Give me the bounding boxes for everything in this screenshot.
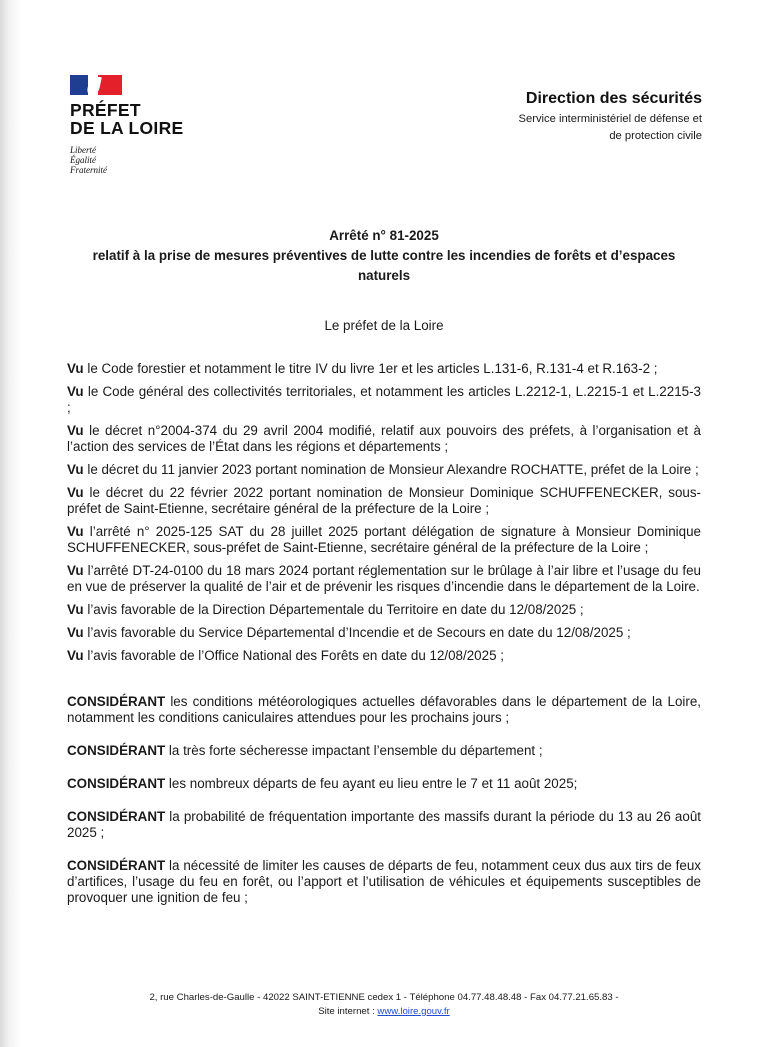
considerants-list: [67, 694, 701, 906]
considerant-paragraph-text: les conditions météorologiques actuelles défavorables dans le département de la Loire, notamment les conditions caniculaires attendues pour les prochains jours ;: [67, 694, 701, 725]
considerant-paragraph-text: la nécessité de limiter les causes de départs de feu, notamment ceux dus aux tirs de feux d’artifices, l’usage du feu en forêt, ou l’apport et l’utilisation de véhicules et équipements susceptibles de provoquer une ignition de feu ;: [67, 858, 701, 905]
visa-paragraph-text: l’arrêté n° 2025-125 SAT du 28 juillet 2025 portant délégation de signature à Monsieur Dominique SCHUFFENECKER, sous-préfet de Saint-Etienne, secrétaire général de la préfecture de la Loire ;: [67, 524, 701, 555]
considerant-paragraph: [67, 776, 701, 792]
footer-website: [0, 1005, 768, 1019]
motto-fraternite: Fraternité: [70, 165, 107, 175]
arrete-heading: [60, 226, 708, 286]
visa-paragraph-keyword: Vu: [67, 423, 84, 438]
footer-address: 2, rue Charles-de-Gaulle - 42022 SAINT-ETIENNE cedex 1 - Téléphone 04.77.48.48.48 - Fax 04.77.21.65.83 -: [149, 992, 619, 1003]
visa-paragraph: [67, 563, 701, 595]
visa-paragraph-text: l’arrêté DT-24-0100 du 18 mars 2024 portant réglementation sur le brûlage à l’air libre et l’usage du feu en vue de préserver la qualité de l’air et de prévenir les risques d’incendie dans le département de la Loire.: [67, 563, 701, 594]
considerant-paragraph: [67, 858, 701, 906]
website-link[interactable]: www.loire.gouv.fr: [377, 1006, 450, 1017]
republic-motto: [70, 145, 184, 175]
prefet-title-line2: DE LA LOIRE: [70, 118, 184, 138]
visa-paragraph-keyword: Vu: [67, 384, 84, 399]
direction-title: Direction des sécurités: [525, 90, 702, 107]
visa-paragraph-keyword: Vu: [67, 625, 84, 640]
visa-paragraph-text: l’avis favorable de la Direction Départementale du Territoire en date du 12/08/2025 ;: [83, 602, 584, 617]
visa-paragraph-text: le décret n°2004-374 du 29 avril 2004 modifié, relatif aux pouvoirs des préfets, à l’organisation et à l’action des services de l’État dans les régions et départements ;: [67, 423, 701, 454]
considerant-paragraph-keyword: CONSIDÉRANT: [67, 809, 166, 824]
visa-paragraph-text: le Code forestier et notamment le titre IV du livre 1er et les articles L.131-6, R.131-4 et R.163-2 ;: [83, 361, 658, 376]
considerant-paragraph: [67, 694, 701, 726]
prefet-statement: Le préfet de la Loire: [324, 318, 444, 333]
service-line1: Service interministériel de défense et: [518, 113, 702, 125]
visa-paragraph-keyword: Vu: [67, 361, 84, 376]
service-name: [519, 111, 702, 145]
website-label: Site internet :: [318, 1006, 378, 1017]
prefet-title: [70, 101, 184, 137]
visa-paragraph-keyword: Vu: [67, 602, 84, 617]
motto-liberte: Liberté: [70, 145, 96, 155]
prefet-title-line1: PRÉFET: [70, 100, 141, 120]
visa-paragraph-text: l’avis favorable de l’Office National des Forêts en date du 12/08/2025 ;: [83, 648, 504, 663]
considerant-paragraph-keyword: CONSIDÉRANT: [67, 743, 166, 758]
visas-list: [67, 361, 701, 664]
visa-paragraph-keyword: Vu: [67, 485, 84, 500]
arrete-number: Arrêté n° 81-2025: [329, 228, 439, 243]
motto-egalite: Égalité: [70, 155, 96, 165]
page-edge-shadow: [0, 0, 22, 1047]
visa-paragraph-keyword: Vu: [67, 648, 84, 663]
marianne-flag-icon: [70, 75, 122, 97]
considerant-paragraph-keyword: CONSIDÉRANT: [67, 776, 166, 791]
visa-paragraph: [67, 524, 701, 556]
visa-paragraph: [67, 648, 701, 664]
visa-paragraph-text: l’avis favorable du Service Départemental d’Incendie et de Secours en date du 12/08/2025 ;: [83, 625, 631, 640]
visa-paragraph-text: le Code général des collectivités territoriales, et notamment les articles L.2212-1, L.2215-1 et L.2215-3 ;: [67, 384, 701, 415]
considerant-paragraph: [67, 809, 701, 841]
considerant-paragraph-text: la probabilité de fréquentation importante des massifs durant la période du 13 au 26 août 2025 ;: [67, 809, 701, 840]
visa-paragraph-keyword: Vu: [67, 563, 84, 578]
visa-paragraph: [67, 625, 701, 641]
visa-paragraph-keyword: Vu: [67, 462, 84, 477]
considerant-paragraph-keyword: CONSIDÉRANT: [67, 858, 166, 873]
considerant-paragraph: [67, 743, 701, 759]
considerant-paragraph-keyword: CONSIDÉRANT: [67, 694, 166, 709]
issuing-direction: [519, 90, 702, 145]
visa-paragraph: [67, 602, 701, 618]
document-body: [67, 361, 701, 923]
visa-paragraph-text: le décret du 22 février 2022 portant nomination de Monsieur Dominique SCHUFFENECKER, sous-préfet de Saint-Etienne, secrétaire général de la préfecture de la Loire ;: [67, 485, 701, 516]
visa-paragraph-keyword: Vu: [67, 524, 84, 539]
service-line2: de protection civile: [609, 130, 702, 142]
visa-paragraph: [67, 384, 701, 416]
visa-paragraph: [67, 462, 701, 478]
visa-paragraph-text: le décret du 11 janvier 2023 portant nomination de Monsieur Alexandre ROCHATTE, préfet de la Loire ;: [83, 462, 699, 477]
visa-paragraph: [67, 485, 701, 517]
arrete-subject-line2: naturels: [357, 268, 411, 283]
visa-paragraph: [67, 423, 701, 455]
page-footer: [0, 991, 768, 1019]
prefecture-logo: [70, 75, 184, 175]
considerant-paragraph-text: la très forte sécheresse impactant l’ensemble du département ;: [165, 743, 543, 758]
considerant-paragraph-text: les nombreux départs de feu ayant eu lieu entre le 7 et 11 août 2025;: [165, 776, 578, 791]
arrete-subject-line1: relatif à la prise de mesures préventives de lutte contre les incendies de forêts et d’espaces: [92, 248, 676, 263]
visa-paragraph: [67, 361, 701, 377]
